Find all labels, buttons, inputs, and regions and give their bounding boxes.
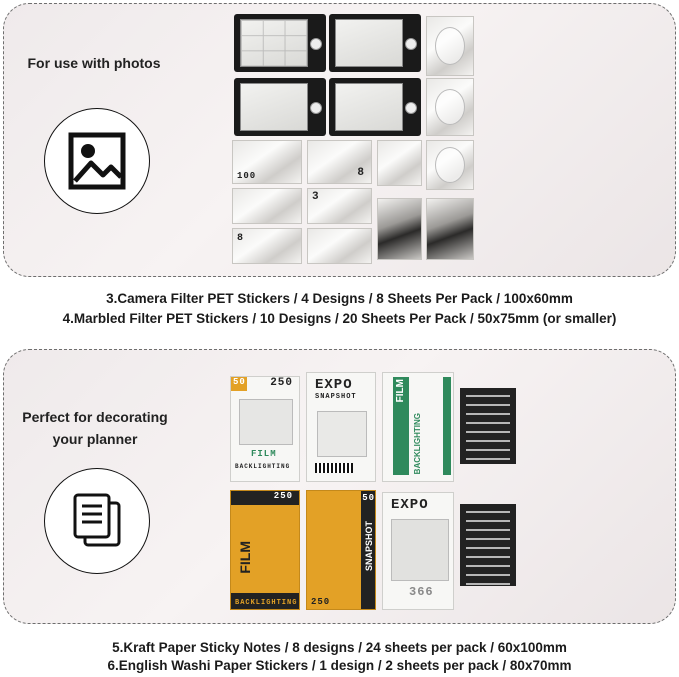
film-sticky-note [230, 376, 300, 482]
snapshot-label: SNAPSHOT [364, 521, 374, 572]
marbled-filter-sheet [426, 78, 474, 136]
expo-label: EXPO [315, 377, 353, 393]
caption-kraft-notes: 5.Kraft Paper Sticky Notes / 8 designs / 24 sheets per pack / 60x100mm [112, 640, 567, 655]
marbled-filter-sheet [377, 198, 422, 260]
caption-washi-stickers: 6.English Washi Paper Stickers / 1 design / 2 sheets per pack / 80x70mm [107, 658, 572, 673]
sticker-number: 366 [409, 585, 434, 599]
snapshot-label: SNAPSHOT [315, 393, 357, 401]
marbled-filter-sheet [426, 198, 474, 260]
caption-camera-filter: 3.Camera Filter PET Stickers / 4 Designs / 8 Sheets Per Pack / 100x60mm [106, 291, 573, 306]
backlighting-label: BACKLIGHTING [235, 463, 291, 470]
film-green-sticky-note [382, 372, 454, 482]
sticker-number: 250 [273, 491, 293, 501]
marbled-filter-sheet [426, 16, 474, 76]
sticker-number: 8 [237, 233, 245, 244]
film-label: FILM [251, 449, 277, 459]
sticker-number: 250 [270, 377, 293, 389]
image-icon-circle [44, 108, 150, 214]
panel-heading-planner: Perfect for decorating your planner [22, 409, 168, 447]
camera-filter-sheet [234, 14, 326, 72]
marbled-filter-sheet [232, 228, 302, 264]
sticker-number: 250 [311, 597, 331, 607]
camera-filter-sheet [234, 78, 326, 136]
marbled-filter-sheet [232, 140, 302, 184]
panel-heading-photos: For use with photos [27, 55, 161, 71]
marbled-filter-sheet [307, 188, 372, 224]
film-label: FILM [395, 379, 406, 403]
kraft-snapshot-sticky-note [306, 490, 376, 610]
marbled-filter-sheet [307, 140, 372, 184]
expo-label: EXPO [391, 497, 429, 513]
sticker-number: 8 [357, 167, 365, 179]
documents-icon [67, 491, 127, 551]
sticky-notes-panel [3, 349, 676, 624]
camera-filter-sheet [329, 14, 421, 72]
camera-filter-stickers [229, 12, 479, 268]
sticker-number: 3 [312, 191, 320, 203]
washi-sticker-sheet [460, 504, 516, 586]
documents-icon-circle [44, 468, 150, 574]
image-icon [67, 131, 127, 191]
camera-filter-sheet [329, 78, 421, 136]
expo-366-sticky-note [382, 492, 454, 610]
expo-sticky-note [306, 372, 376, 482]
sticker-number: 100 [237, 171, 257, 181]
sticky-note-sheets [226, 368, 516, 611]
caption-marbled-filter: 4.Marbled Filter PET Stickers / 10 Designs / 20 Sheets Per Pack / 50x75mm (or smaller) [62, 311, 617, 326]
marbled-filter-sheet [232, 188, 302, 224]
sticker-number: 50 [233, 377, 246, 387]
marbled-filter-sheet [307, 228, 372, 264]
camera-filter-panel [3, 3, 676, 277]
backlighting-label: BACKLIGHTING [413, 413, 422, 475]
kraft-film-sticky-note [230, 490, 300, 610]
marbled-filter-sheet [377, 140, 422, 186]
sticker-number: 50 [362, 493, 375, 503]
backlighting-label: BACKLIGHTING [235, 599, 298, 607]
film-label: FILM [237, 541, 253, 574]
marbled-filter-sheet [426, 140, 474, 190]
washi-sticker-sheet [460, 388, 516, 464]
